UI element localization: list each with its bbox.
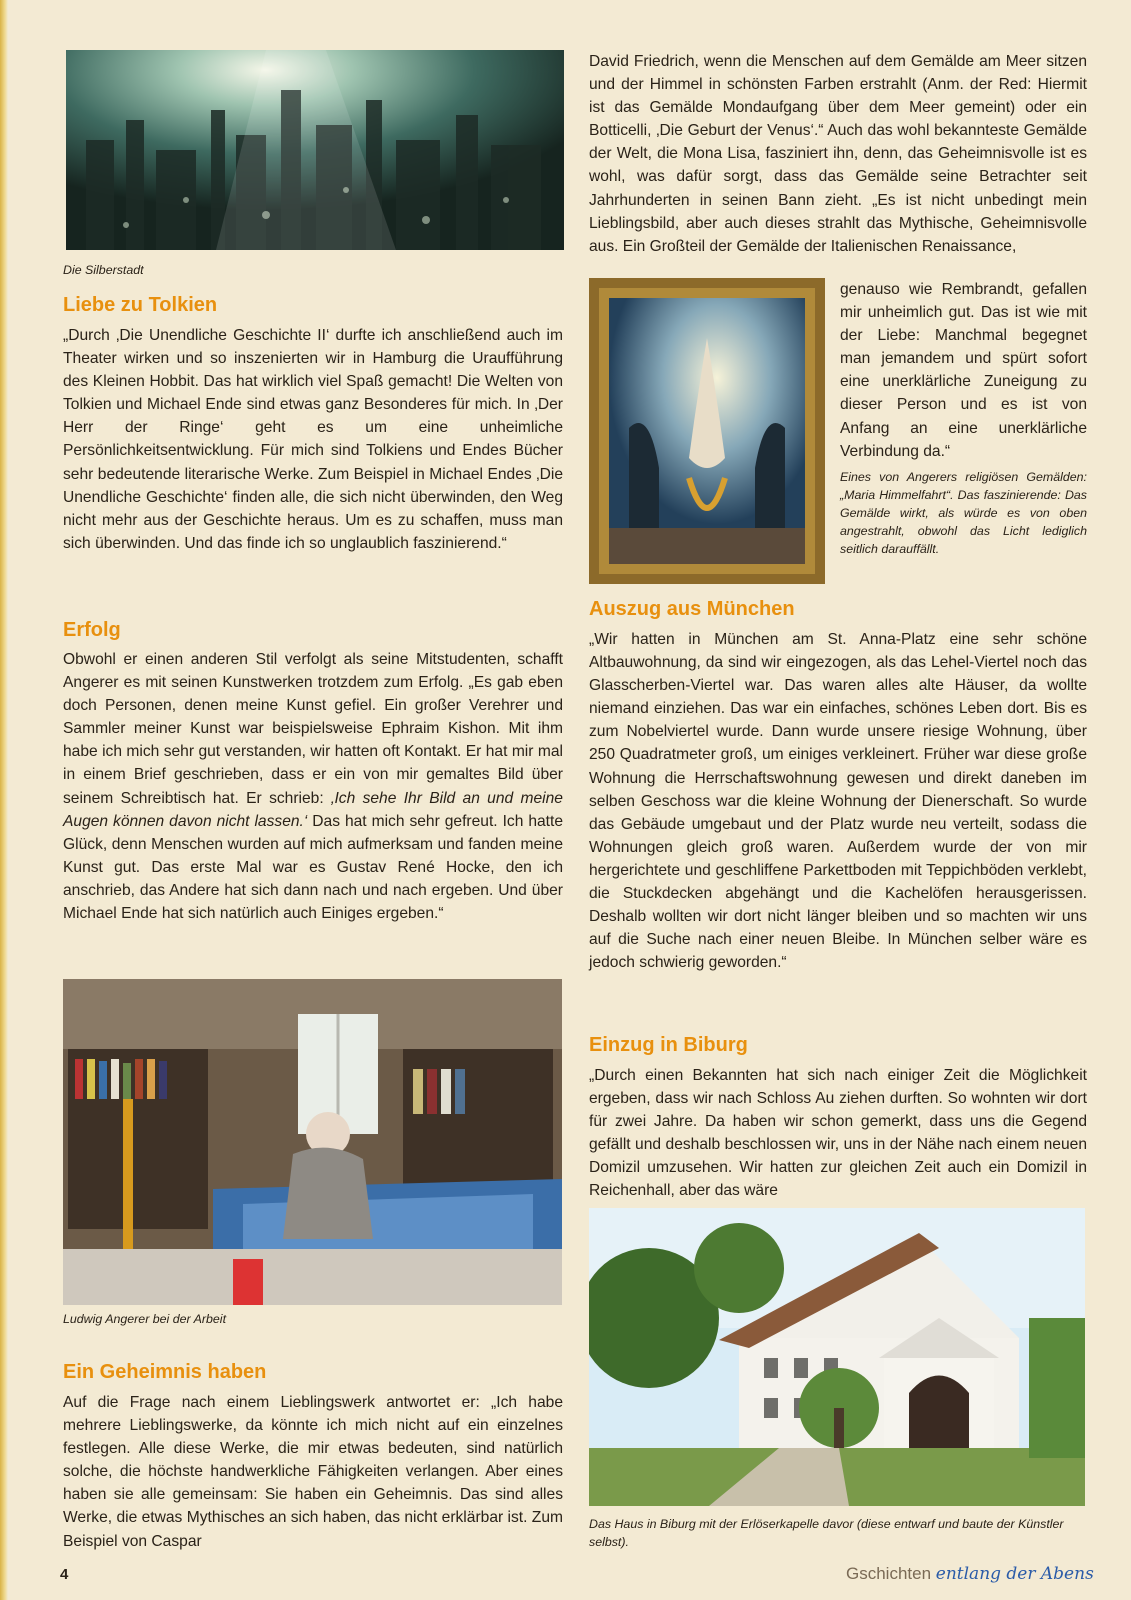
angerer-caption: Ludwig Angerer bei der Arbeit: [63, 1312, 227, 1326]
heading-liebe-zu-tolkien: Liebe zu Tolkien: [63, 294, 218, 316]
heading-auszug-aus-muenchen: Auszug aus München: [589, 598, 795, 620]
angerer-at-work-image: [63, 979, 562, 1305]
biburg-caption: Das Haus in Biburg mit der Erlöserkapelle davor (diese entwarf und baute der Künstler selbst).: [589, 1517, 1064, 1549]
right-top-paragraph: David Friedrich, wenn die Menschen auf dem Gemälde am Meer sitzen und der Himmel in schönsten Farben erstrahlt (Anm. der Red: Hiermit ist das Gemälde Mondaufgang über dem Meer gemeint) oder ein Botticelli, ‚Die Geburt der Venus‘.“ Auch das wohl bekannteste Gemälde der Welt, die Mona Lisa, fasziniert ihn, denn, das Geheimnisvolle ist es wohl, was dafür sorgt, dass das Gemälde seine Betrachter seit Jahrhunderten in seinen Bann zieht. „Es ist nicht unbedingt mein Lieblingsbild, aber auch dieses strahlt das Mythische, Geheimnisvolle aus. Ein Großteil der Gemälde der Italienischen Renaissance,: [589, 53, 1087, 255]
erfolg-text-2: Das hat mich sehr gefreut. Ich hatte Glück, denn Menschen wurden auf mich aufmerksam und fanden meine Kunst gut. Das erste Mal war es Gustav René Hocke, den ich anschrieb, das Andere hat sich dann nach und nach ergeben. Und über Michael Ende hat sich natürlich auch Einiges ergeben.“: [63, 812, 563, 923]
erfolg-text-1: Obwohl er einen anderen Stil verfolgt als seine Mitstudenten, schafft Angerer es mit seinen Kunstwerken trotzdem zum Erfolg. „Es gab eben doch Personen, denen meine Kunst gefiel. Ein großer Verehrer und Sammler meiner Kunst war beispielsweise Ephraim Kishon. Mit ihm habe ich mich sehr gut verstanden, wir hatten oft Kontakt. Er hat mir mal in einem Brief geschrieben, dass er ein von mir gemaltes Bild über seinem Schreibtisch hat. Er schrieb:: [63, 651, 563, 807]
heading-erfolg: Erfolg: [63, 619, 121, 641]
erfolg-paragraph: [63, 648, 563, 925]
erfolg-quote: ‚Ich sehe Ihr Bild an und meine Augen können davon nicht lassen.‘: [63, 789, 563, 830]
silberstadt-image: [66, 50, 564, 250]
beside-painting-paragraph: genauso wie Rembrandt, gefallen mir unheimlich gut. Das ist wie mit der Liebe: Manchmal begegnet man jemandem und spürt sofort eine unerklärliche Zuneigung zu dieser Person und es ist von Anfang an eine unerklärliche Verbindung da.“: [840, 281, 1087, 460]
biburg-house-image: [589, 1208, 1085, 1506]
page-edge: [0, 0, 8, 1600]
geheimnis-paragraph: Auf die Frage nach einem Lieblingswerk antwortet er: „Ich habe mehrere Lieblingswerke, da könnte ich mich nicht auf ein einzelnes festlegen. Alle diese Werke, die mir etwas bedeuten, sind natürlich solche, die höchste handwerkliche Fähigkeiten verlangen. Aber eines haben sie alle gemeinsam: Sie haben ein Geheimnis. Das sind alles Werke, die etwas Mythisches an sich haben, das nicht erklärbar ist. Zum Beispiel von Caspar: [63, 1394, 563, 1550]
silberstadt-caption: Die Silberstadt: [63, 263, 144, 277]
muenchen-paragraph: „Wir hatten in München am St. Anna-Platz eine sehr schöne Altbauwohnung, da sind wir eingezogen, als das Lehel-Viertel noch das Glasscherben-Viertel war. Das waren alles alte Häuser, da wollte niemand einziehen. Das war ein einfaches, schönes Leben dort. Bis es zum Nobelviertel wurde. Dann wurde unsere riesige Wohnung, über 250 Quadratmeter groß, um einiges verkleinert. Früher war diese große Wohnung die Herrschaftswohnung gewesen und direkt daneben im selben Geschoss war die kleine Wohnung der Dienerschaft. So wurde das Gebäude umgebaut und der Platz wurde neu verteilt, sodass die Wohnungen gleich groß waren. Außerdem wurde der von mir hergerichtete und geschliffene Parkettboden mit Teppichböden verklebt, die Stuckdecken abgehängt und die Kachelöfen herausgerissen. Deshalb wollten wir dort nicht länger bleiben und so machten wir uns auf die Suche nach einer neuen Bleibe. In München selber wäre es jedoch schwierig geworden.“: [589, 631, 1087, 972]
heading-einzug-in-biburg: Einzug in Biburg: [589, 1034, 748, 1056]
maria-himmelfahrt-image: [589, 278, 825, 584]
himmelfahrt-caption: Eines von Angerers religiösen Gemälden: „Maria Himmelfahrt“. Das faszinierende: Das Gemälde wirkt, als würde es von oben angestrahlt, obwohl das Licht lediglich seitlich darauffällt.: [840, 470, 1087, 556]
biburg-paragraph: „Durch einen Bekannten hat sich nach einiger Zeit die Möglichkeit ergeben, dass wir nach Schloss Au ziehen durften. So wohnten wir dort für zwei Jahre. Da haben wir schon gemerkt, dass uns die Gegend gefällt und deshalb beschlossen wir, uns in der Nähe nach einem neuen Domizil umzusehen. Wir hatten zur gleichen Zeit auch ein Domizil in Reichenhall, aber das wäre: [589, 1067, 1087, 1200]
magazine-title-script: entlang der Abens: [935, 1564, 1094, 1584]
magazine-title-plain: Gschichten: [846, 1564, 932, 1583]
tolkien-paragraph: „Durch ‚Die Unendliche Geschichte II‘ durfte ich anschließend auch im Theater wirken und so inszenierten wir in Hamburg die Uraufführung des Kleinen Hobbit. Das hat wirklich viel Spaß gemacht! Die Welten von Tolkien und Michael Ende sind etwas ganz Besonderes für mich. In ‚Der Herr der Ringe‘ geht es um eine unheimliche Persönlichkeitsentwicklung. Für mich sind Tolkiens und Endes Bücher sehr bedeutende literarische Werke. Zum Beispiel in Michael Endes ‚Die Unendliche Geschichte‘ finden alle, die sich nicht überwinden, den Weg nicht mehr aus der Geschichte heraus. Um es zu schaffen, muss man sich überwinden. Und das finde ich so unglaublich faszinierend.“: [63, 327, 563, 552]
page-number: 4: [60, 1566, 69, 1583]
magazine-title: [846, 1564, 1094, 1584]
heading-ein-geheimnis-haben: Ein Geheimnis haben: [63, 1361, 267, 1383]
